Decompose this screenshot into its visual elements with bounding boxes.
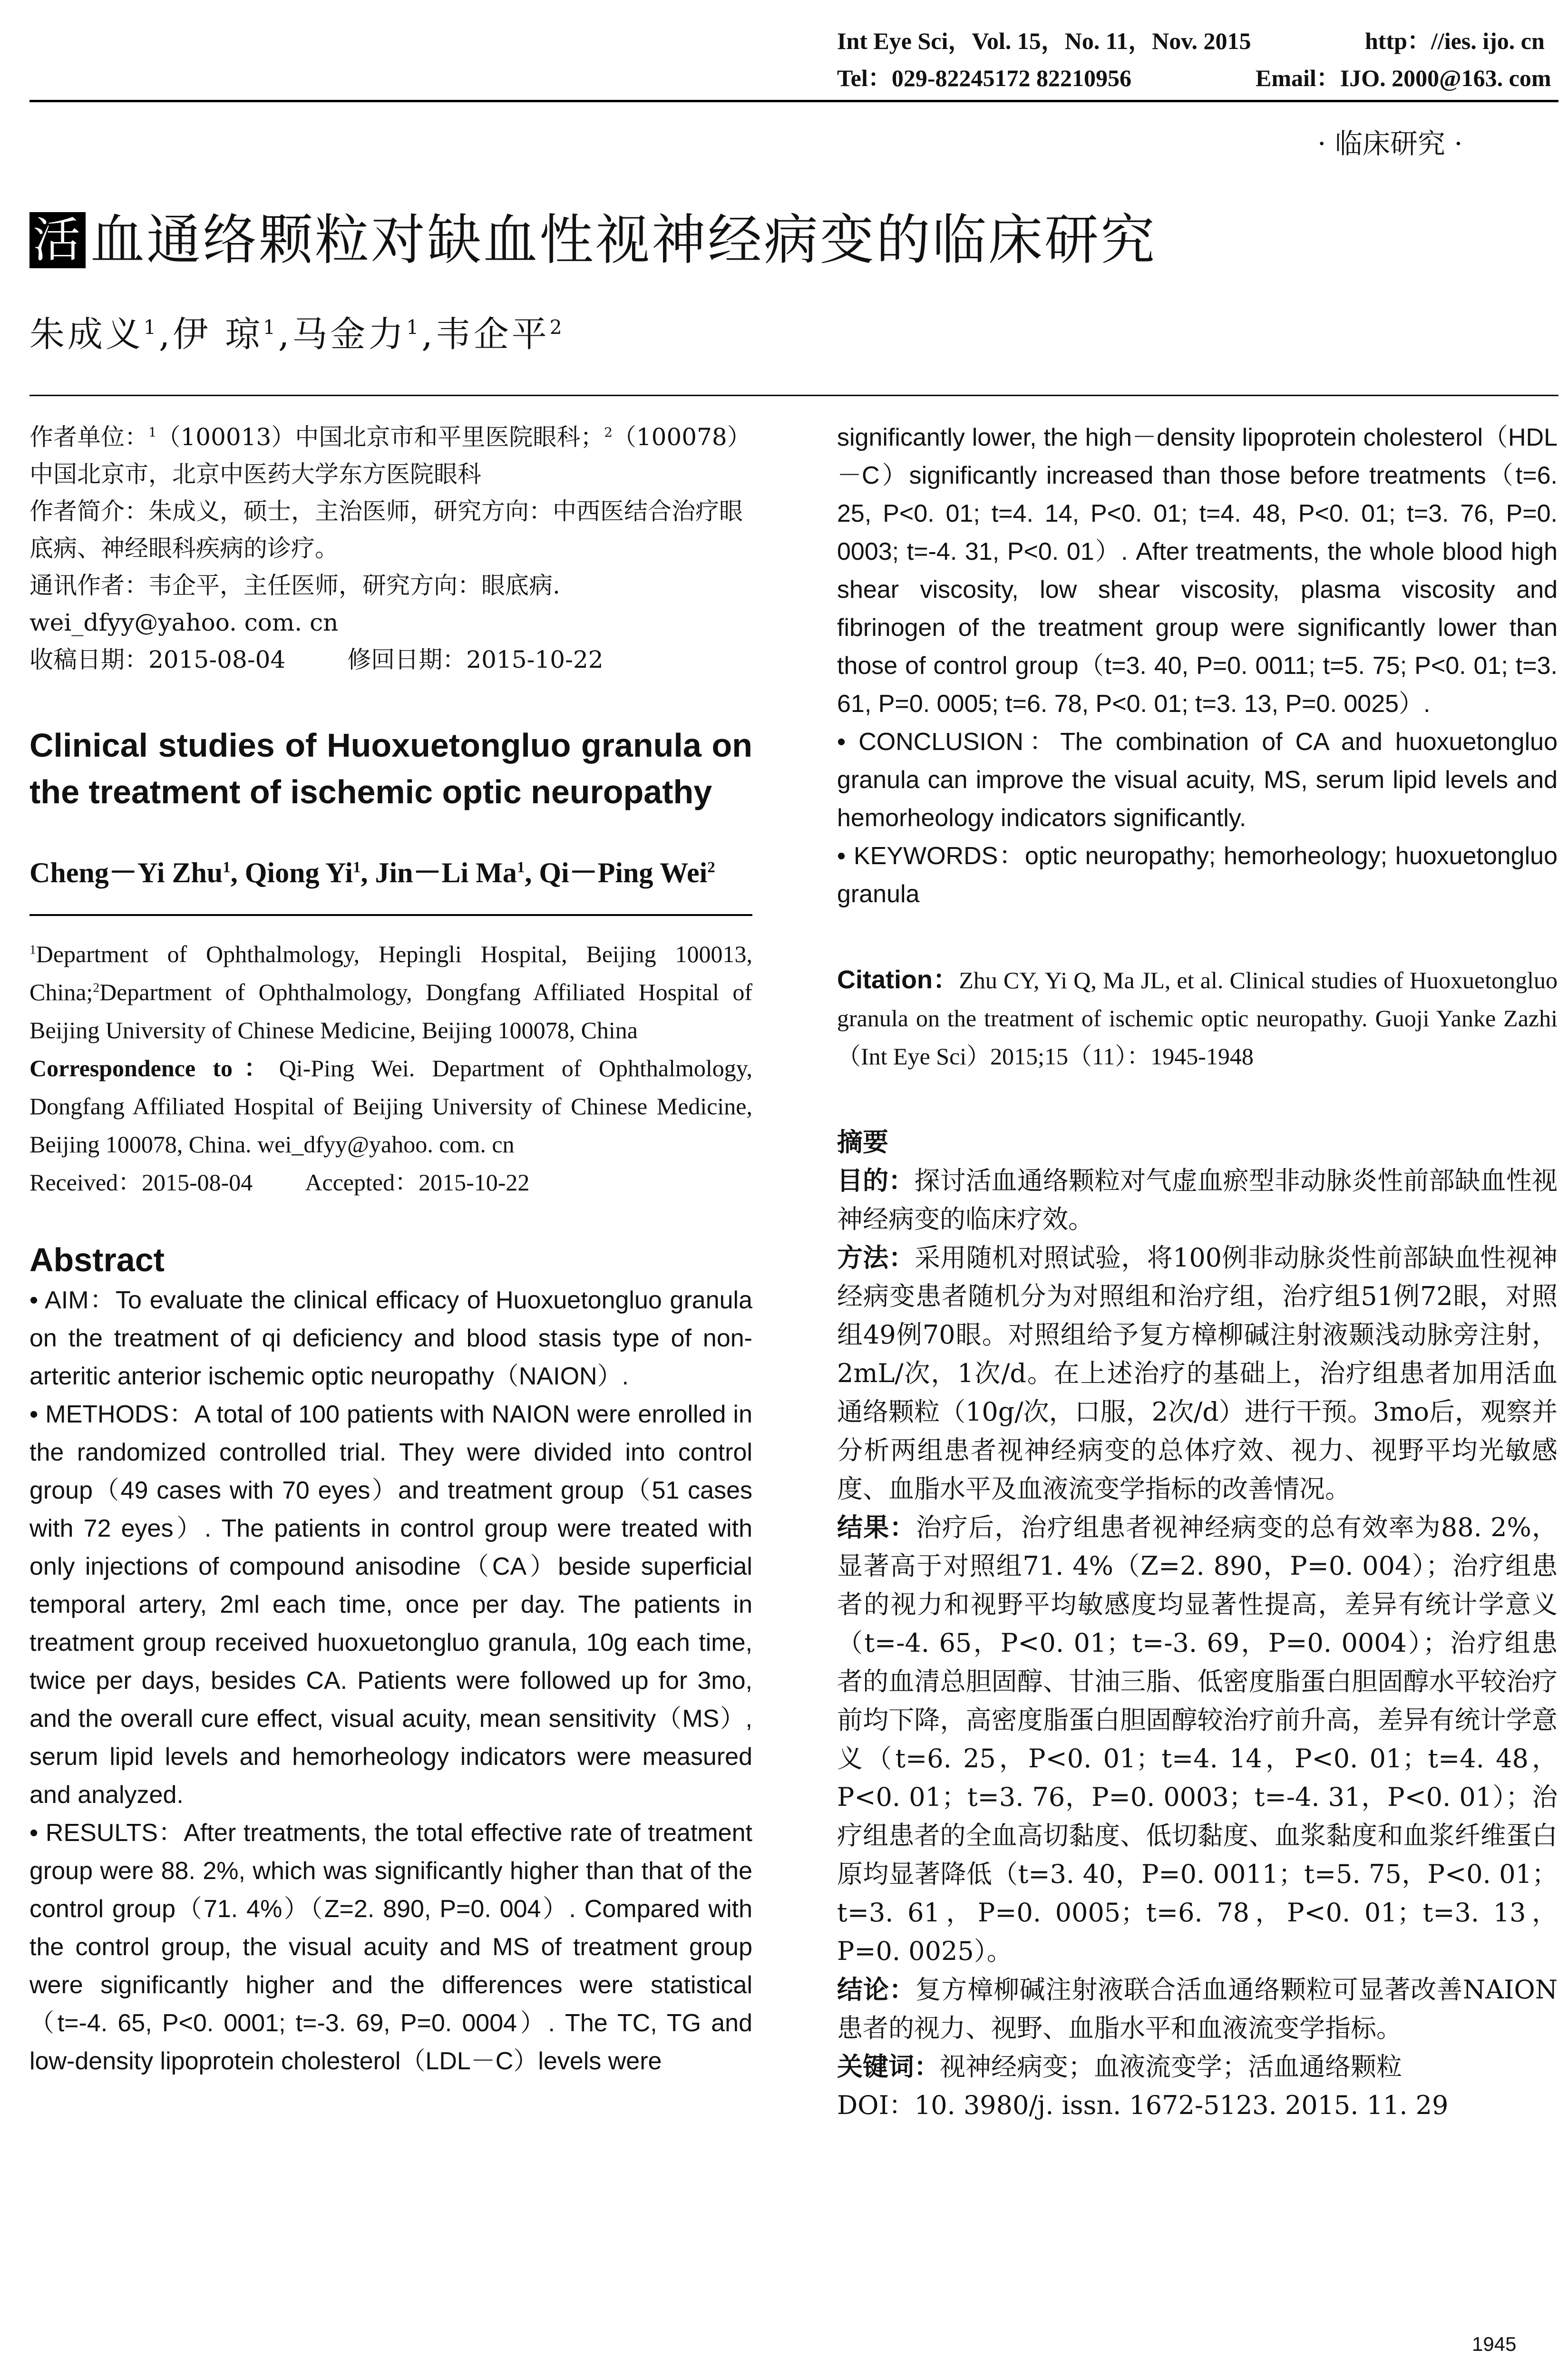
abstract-heading: Abstract	[29, 1241, 165, 1278]
authors-en: Cheng－Yi Zhu$^1$, Qiong Yi$^1$, Jin－Li Ma$^1$, Qi－Ping Wei$^2$	[29, 857, 715, 888]
citation: Citation：Zhu CY, Yi Q, Ma JL, et al. Clinical studies of Huoxuetongluo granula on the treatment of ischemic optic neuropathy. Guoji Yanke Zazhi（Int Eye Sci）2015;15（11）：1945-1948	[837, 965, 1558, 1070]
author-sup: 1	[406, 316, 422, 339]
journal-url[interactable]: http：//ies. ijo. cn	[1365, 28, 1545, 54]
abstract-cn	[837, 1123, 1558, 2124]
journal-email[interactable]: Email：IJO. 2000@163. com	[1256, 65, 1551, 91]
abstract-cn-aim: 目的：探讨活血通络颗粒对气虚血瘀型非动脉炎性前部缺血性视神经病变的临床疗效。	[837, 1166, 1558, 1234]
journal-tel: Tel：029-82245172 82210956	[837, 65, 1131, 91]
right-column	[837, 419, 1558, 2124]
page-number: 1945	[1472, 2333, 1517, 2355]
abstract-aim: • AIM：To evaluate the clinical efficacy of Huoxuetongluo granula on the treatment of qi deficiency and blood stasis type of non-arteritic anterior ischemic optic neuropathy（NAION）.	[29, 1286, 753, 1390]
affiliation-en: $^1$Department of Ophthalmology, Hepingli Hospital, Beijing 100013, China;$^2$Department of Ophthalmology, Dongfang Affiliated Hospital of Beijing University of Chinese Medicine, Beijing 100078, China Correspondence to：Qi-Ping Wei. Department of Ophthalmology, Dongfang Affiliated Hospital of Beijing University of Chinese Medicine, Beijing 100078, China. wei_dfyy@yahoo. com. cn Received：2015-08-04 Accepted：2015-10-22	[29, 941, 752, 1196]
abstract-conclusion: • CONCLUSION：The combination of CA and huoxuetongluo granula can improve the visual acuity, MS, serum lipid levels and hemorheology indicators significantly.	[837, 728, 1558, 832]
author-cn: 伊 琼	[173, 314, 263, 355]
author-sup: 2	[549, 316, 565, 339]
abstract-cn-conclusion: 结论：复方樟柳碱注射液联合活血通络颗粒可显著改善NAION患者的视力、视野、血脂水平和血液流变学指标。	[837, 1975, 1558, 2043]
title-first-char: 活	[29, 212, 86, 268]
title-rest: 血通络颗粒对缺血性视神经病变的临床研究	[90, 208, 1157, 272]
abstract-keywords: • KEYWORDS：optic neuropathy; hemorheology; huoxuetongluo granula	[837, 842, 1558, 908]
author-bio: 作者简介：朱成义，硕士，主治医师，研究方向：中西医结合治疗眼底病、神经眼科疾病的诊疗。	[29, 497, 743, 562]
paper-title-cn	[29, 205, 1551, 276]
abstract-cn-heading: 摘要	[837, 1127, 888, 1157]
author-sup: 1	[263, 316, 278, 339]
title-rule	[29, 395, 1558, 396]
section-label: · 临床研究 ·	[1317, 127, 1463, 160]
left-column	[29, 419, 752, 2080]
header-rule	[29, 100, 1558, 102]
abstract-methods: • METHODS：A total of 100 patients with NAION were enrolled in the randomized controlled trial. They were divided into control group（49 cases with 70 eyes）and treatment group（51 cases with 72 eyes）. The patients in control group were treated with only injections of compound anisodine（CA）beside superficial temporal artery, 2ml each time, once per day. The patients in treatment group received huoxuetongluo granula, 10g each time, twice per days, besides CA. Patients were followed up for 3mo, and the overall cure effect, visual acuity, mean sensitivity（MS）, serum lipid levels and hemorheology indicators were measured and analyzed.	[29, 1401, 752, 1809]
abstract-cn-methods: 方法：采用随机对照试验，将100例非动脉炎性前部缺血性视神经病变患者随机分为对照组和治疗组，治疗组51例72眼，对照组49例70眼。对照组给予复方樟柳碱注射液颞浅动脉旁注射，2mL/次，1次/d。在上述治疗的基础上，治疗组患者加用活血通络颗粒（10g/次，口服，2次/d）进行干预。3mo后，观察并分析两组患者视神经病变的总体疗效、视力、视野平均光敏感度、血脂水平及血液流变学指标的改善情况。	[837, 1243, 1558, 1504]
abstract-en-cont	[837, 419, 1558, 913]
dates-cn: 收稿日期：2015-08-04 修回日期：2015-10-22	[29, 646, 604, 673]
affiliation-units: 作者单位：$^1$（100013）中国北京市和平里医院眼科；$^2$（100078）中国北京市，北京中医药大学东方医院眼科	[29, 423, 751, 488]
author-cn: 韦企平	[435, 314, 550, 355]
paper-title-en: Clinical studies of Huoxuetongluo granula on the treatment of ischemic optic neuropathy	[29, 727, 752, 810]
abstract-en	[29, 1281, 752, 2080]
authors-cn: 朱成义$^1$,伊 琼$^1$,马金力$^1$,韦企平$^2$	[29, 314, 565, 355]
corresponding-author: 通讯作者：韦企平，主任医师，研究方向：眼底病. wei_dfyy@yahoo. com. cn	[29, 572, 560, 636]
author-cn: 朱成义	[29, 314, 144, 355]
doi[interactable]: DOI：10. 3980/j. issn. 1672-5123. 2015. 11. 29	[837, 2090, 1449, 2120]
abstract-results: • RESULTS：After treatments, the total effective rate of treatment group were 88. 2%, which was significantly higher than that of the control group（71. 4%）（Z=2. 890, P=0. 004）. Compared with the control group, the visual acuity and MS of treatment group were significantly higher and the differences were statistical（t=-4. 65, P<0. 0001; t=-3. 69, P=0. 0004）. The TC, TG and low-density lipoprotein cholesterol（LDL－C）levels were	[29, 1819, 752, 2075]
author-sup: 1	[144, 316, 159, 339]
affiliation-cn	[29, 419, 752, 678]
affil-rule	[29, 914, 752, 916]
author-cn: 马金力	[292, 314, 407, 355]
abstract-cn-keywords: 关键词：视神经病变；血液流变学；活血通络颗粒	[837, 2052, 1402, 2082]
abstract-cn-results: 结果：治疗后，治疗组患者视神经病变的总有效率为88. 2%，显著高于对照组71. 4%（Z=2. 890，P=0. 004）；治疗组患者的视力和视野平均敏感度均显著性提高，差异有统计学意义（t=-4. 65，P<0. 01；t=-3. 69，P=0. 0004）；治疗组患者的血清总胆固醇、甘油三脂、低密度脂蛋白胆固醇水平较治疗前均下降，高密度脂蛋白胆固醇较治疗前升高，差异有统计学意义（t=6. 25，P<0. 01；t=4. 14，P<0. 01；t=4. 48，P<0. 01；t=3. 76，P=0. 0003；t=-4. 31，P<0. 01）；治疗组患者的全血高切黏度、低切黏度、血浆黏度和血浆纤维蛋白原均显著降低（t=3. 40，P=0. 0011；t=5. 75，P<0. 01；t=3. 61，P=0. 0005；t=6. 78，P<0. 01；t=3. 13，P=0. 0025）。	[837, 1512, 1558, 1966]
journal-info: Int Eye Sci，Vol. 15，No. 11，Nov. 2015	[837, 28, 1251, 54]
abstract-results-cont: significantly lower, the high－density lipoprotein cholesterol（HDL－C）significantly increased than those before treatments（t=6. 25, P<0. 01; t=4. 14, P<0. 01; t=4. 48, P<0. 01; t=3. 76, P=0. 0003; t=-4. 31, P<0. 01）. After treatments, the whole blood high shear viscosity, low shear viscosity, plasma viscosity and fibrinogen of the treatment group were significantly lower than those of control group（t=3. 40, P=0. 0011; t=5. 75; P<0. 01; t=3. 61, P=0. 0005; t=6. 78, P<0. 01; t=3. 13, P=0. 0025）.	[837, 424, 1558, 718]
